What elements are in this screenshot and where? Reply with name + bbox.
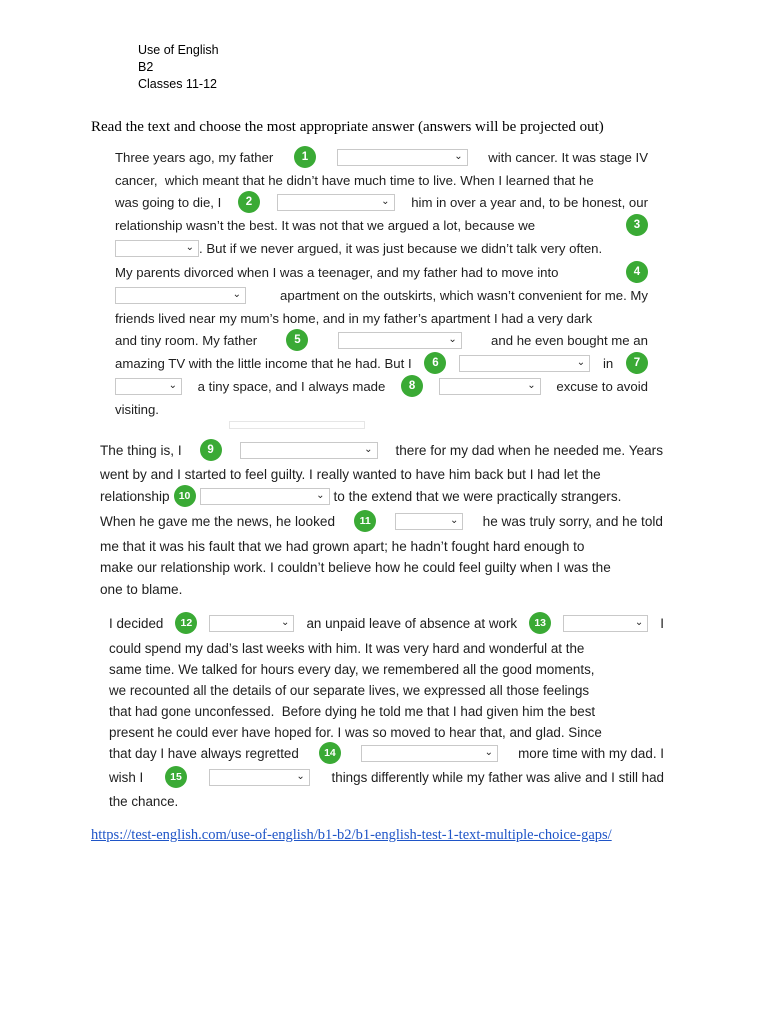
text-segment: him in over a year and, to be honest, our: [411, 194, 648, 210]
text-line: [115, 146, 648, 168]
header-classes: Classes 11-12: [138, 76, 217, 91]
gap-7-dropdown[interactable]: [115, 378, 182, 395]
text-segment: relationship wasn’t the best. It was not that we argued a lot, because we: [115, 217, 536, 233]
gap-number-15: 15: [165, 766, 187, 788]
chevron-down-icon: ⌄: [454, 151, 463, 162]
text-line: [109, 766, 664, 788]
gap-3-dropdown[interactable]: [115, 240, 199, 257]
chevron-down-icon: ⌄: [168, 380, 177, 391]
text-segment: and he even bought me an: [491, 332, 648, 348]
gap-2-dropdown[interactable]: [277, 194, 395, 211]
text-line: [109, 790, 178, 812]
text-line: [115, 352, 648, 374]
text-segment: present he could ever have hoped for. I was so moved to hear that, and glad. Since: [109, 724, 602, 740]
text-segment: that day I have always regretted: [109, 745, 299, 761]
text-segment: went by and I started to feel guilty. I really wanted to have him back but I had let the: [100, 466, 601, 482]
text-line: [115, 284, 648, 306]
text-line: [109, 679, 664, 701]
chevron-down-icon: ⌄: [316, 490, 325, 501]
gap-8-dropdown[interactable]: [439, 378, 541, 395]
text-segment: and tiny room. My father: [115, 332, 258, 348]
gap-9-dropdown[interactable]: [240, 442, 378, 459]
chevron-down-icon: ⌄: [381, 196, 390, 207]
header-subject: Use of English: [138, 43, 219, 57]
text-line: [100, 578, 182, 600]
gap-number-10: 10: [174, 485, 196, 507]
gap-14-dropdown[interactable]: [361, 745, 498, 762]
text-line: [115, 169, 648, 191]
chevron-down-icon: ⌄: [232, 289, 241, 300]
text-segment: excuse to avoid: [556, 378, 648, 394]
chevron-down-icon: ⌄: [281, 617, 290, 628]
gap-12-dropdown[interactable]: [209, 615, 294, 632]
text-segment: in: [602, 355, 614, 371]
gap-number-3: 3: [626, 214, 648, 236]
text-segment: could spend my dad’s last weeks with him. It was very hard and wonderful at the: [109, 640, 585, 656]
gap-11-dropdown[interactable]: [395, 513, 463, 530]
gap-number-13: 13: [529, 612, 551, 634]
text-line: [109, 612, 664, 634]
text-segment: with cancer. It was stage IV: [488, 149, 648, 165]
gap-6-dropdown[interactable]: [459, 355, 590, 372]
text-line: [100, 463, 663, 485]
chevron-down-icon: ⌄: [484, 747, 494, 758]
gap-number-5: 5: [286, 329, 308, 351]
gap-number-9: 9: [200, 439, 222, 461]
text-segment: . But if we never argued, it was just because we didn’t talk very often.: [199, 240, 603, 256]
cropped-dropdown-edge: [229, 421, 365, 429]
text-segment: apartment on the outskirts, which wasn’t convenient for me. My: [280, 287, 648, 303]
text-segment: amazing TV with the little income that he had. But I: [115, 355, 412, 371]
text-segment: When he gave me the news, he looked: [100, 513, 336, 529]
text-segment: My parents divorced when I was a teenager, and my father had to move into: [115, 264, 559, 280]
gap-number-11: 11: [354, 510, 376, 532]
text-segment: that had gone unconfessed. Before dying he told me that I had given him the best: [109, 703, 596, 719]
text-segment: make our relationship work. I couldn’t believe how he could feel guilty when I was the: [100, 559, 611, 575]
chevron-down-icon: ⌄: [527, 380, 536, 391]
text-segment: there for my dad when he needed me. Years: [395, 442, 663, 458]
gap-15-dropdown[interactable]: [209, 769, 310, 786]
gap-1-dropdown[interactable]: [337, 149, 468, 166]
text-line: [115, 191, 648, 213]
gap-number-1: 1: [294, 146, 316, 168]
chevron-down-icon: ⌄: [185, 242, 194, 253]
text-segment: me that it was his fault that we had grown apart; he hadn’t fought hard enough to: [100, 538, 585, 554]
gap-number-7: 7: [626, 352, 648, 374]
text-segment: the chance.: [109, 793, 179, 809]
text-segment: one to blame.: [100, 581, 183, 597]
chevron-down-icon: ⌄: [450, 515, 459, 526]
gap-number-14: 14: [319, 742, 341, 764]
gap-10-dropdown[interactable]: [200, 488, 330, 505]
text-segment: same time. We talked for hours every day, we remembered all the good moments,: [109, 661, 595, 677]
document-header: [138, 42, 219, 92]
gap-13-dropdown[interactable]: [563, 615, 648, 632]
text-segment: Three years ago, my father: [115, 149, 274, 165]
text-line: [115, 398, 159, 420]
header-level: B2: [138, 59, 154, 74]
text-segment: wish I: [109, 769, 144, 785]
text-segment: I decided: [109, 615, 164, 631]
instruction-text: Read the text and choose the most appropriate answer (answers will be projected out): [91, 119, 604, 135]
chevron-down-icon: ⌄: [576, 357, 586, 368]
text-segment: a tiny space, and I always made: [197, 378, 386, 394]
text-line: [109, 721, 664, 743]
text-line: [115, 375, 648, 397]
gap-number-2: 2: [238, 191, 260, 213]
text-segment: I: [660, 615, 664, 631]
text-line: [100, 510, 663, 532]
gap-number-4: 4: [626, 261, 648, 283]
chevron-down-icon: ⌄: [448, 334, 457, 345]
source-link[interactable]: https://test-english.com/use-of-english/b1-b2/b1-english-test-1-text-multiple-choice-gaps/: [91, 827, 612, 843]
chevron-down-icon: ⌄: [364, 444, 373, 455]
text-line: [109, 658, 664, 680]
text-line: [115, 214, 648, 236]
text-segment: was going to die, I: [115, 194, 222, 210]
text-segment: things differently while my father was alive and I still had: [331, 769, 664, 785]
text-line: [100, 535, 663, 557]
chevron-down-icon: ⌄: [296, 771, 305, 782]
text-line: [109, 700, 664, 722]
text-line: [115, 307, 648, 329]
text-segment: friends lived near my mum’s home, and in my father’s apartment I had a very dark: [115, 310, 593, 326]
text-segment: an unpaid leave of absence at work: [306, 615, 518, 631]
text-line: [115, 237, 602, 259]
gap-number-8: 8: [401, 375, 423, 397]
text-segment: relationship: [100, 488, 170, 504]
text-segment: to the extend that we were practically strangers.: [333, 488, 622, 504]
text-line: [100, 556, 663, 578]
text-segment: visiting.: [115, 401, 159, 417]
gap-number-12: 12: [175, 612, 197, 634]
text-line: [115, 329, 648, 351]
gap-4-dropdown[interactable]: [115, 287, 246, 304]
text-line: [109, 742, 664, 764]
text-segment: he was truly sorry, and he told: [482, 513, 663, 529]
text-segment: more time with my dad. I: [518, 745, 664, 761]
text-line: [100, 485, 621, 507]
text-segment: cancer, which meant that he didn’t have much time to live. When I learned that he: [115, 172, 594, 188]
gap-number-6: 6: [424, 352, 446, 374]
text-segment: The thing is, I: [100, 442, 182, 458]
chevron-down-icon: ⌄: [634, 617, 644, 628]
text-line: [109, 637, 664, 659]
text-line: [115, 261, 648, 283]
text-line: [100, 439, 663, 461]
gap-5-dropdown[interactable]: [338, 332, 462, 349]
text-segment: we recounted all the details of our separate lives, we expressed all those feelings: [109, 682, 590, 698]
